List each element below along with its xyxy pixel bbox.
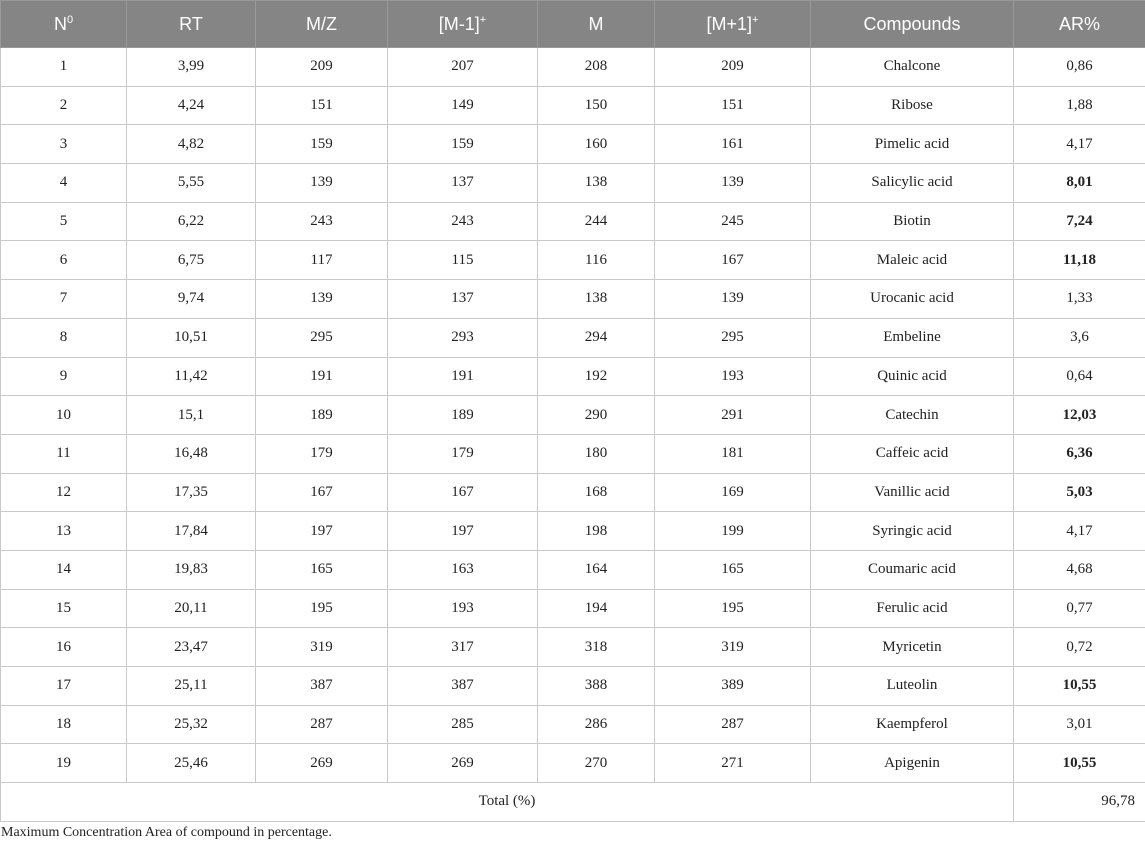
cell-m-minus-1: 137 — [388, 280, 538, 319]
cell-mz: 387 — [256, 667, 388, 706]
cell-ar: 0,86 — [1014, 48, 1145, 87]
cell-m-minus-1: 269 — [388, 744, 538, 783]
cell-no: 16 — [1, 628, 127, 667]
cell-ar: 0,72 — [1014, 628, 1145, 667]
cell-m-minus-1: 179 — [388, 434, 538, 473]
cell-compound: Coumaric acid — [811, 550, 1014, 589]
cell-mz: 139 — [256, 280, 388, 319]
cell-m-minus-1: 387 — [388, 667, 538, 706]
cell-mz: 165 — [256, 550, 388, 589]
cell-mz: 167 — [256, 473, 388, 512]
cell-no: 11 — [1, 434, 127, 473]
table-row — [1, 318, 1145, 357]
header-m-minus-1 — [388, 1, 538, 48]
cell-m: 150 — [538, 86, 655, 125]
cell-no: 12 — [1, 473, 127, 512]
cell-ar: 0,64 — [1014, 357, 1145, 396]
table-row — [1, 512, 1145, 551]
cell-mz: 243 — [256, 202, 388, 241]
cell-no: 1 — [1, 48, 127, 87]
cell-ar: 11,18 — [1014, 241, 1145, 280]
cell-rt: 20,11 — [127, 589, 256, 628]
cell-no: 3 — [1, 125, 127, 164]
cell-rt: 19,83 — [127, 550, 256, 589]
cell-m-plus-1: 271 — [655, 744, 811, 783]
header-mz — [256, 1, 388, 48]
cell-m-minus-1: 159 — [388, 125, 538, 164]
header-no — [1, 1, 127, 48]
cell-no: 9 — [1, 357, 127, 396]
cell-compound: Quinic acid — [811, 357, 1014, 396]
header-compounds — [811, 1, 1014, 48]
cell-no: 6 — [1, 241, 127, 280]
header-row — [1, 1, 1145, 48]
cell-mz: 195 — [256, 589, 388, 628]
cell-ar: 8,01 — [1014, 164, 1145, 203]
cell-ar: 10,55 — [1014, 667, 1145, 706]
header-m-plus-1 — [655, 1, 811, 48]
header-label: Compounds — [863, 13, 961, 34]
cell-m-minus-1: 115 — [388, 241, 538, 280]
cell-compound: Maleic acid — [811, 241, 1014, 280]
cell-m: 388 — [538, 667, 655, 706]
cell-m-plus-1: 295 — [655, 318, 811, 357]
cell-ar: 12,03 — [1014, 396, 1145, 435]
cell-rt: 5,55 — [127, 164, 256, 203]
cell-mz: 319 — [256, 628, 388, 667]
cell-no: 2 — [1, 86, 127, 125]
header-label: [M-1] — [438, 13, 480, 34]
cell-m: 208 — [538, 48, 655, 87]
cell-m-plus-1: 319 — [655, 628, 811, 667]
cell-ar: 1,88 — [1014, 86, 1145, 125]
table-row — [1, 280, 1145, 319]
table-row — [1, 48, 1145, 87]
cell-rt: 17,84 — [127, 512, 256, 551]
cell-rt: 6,75 — [127, 241, 256, 280]
table-row — [1, 125, 1145, 164]
cell-m-plus-1: 139 — [655, 164, 811, 203]
cell-rt: 9,74 — [127, 280, 256, 319]
cell-m-plus-1: 209 — [655, 48, 811, 87]
cell-no: 17 — [1, 667, 127, 706]
cell-ar: 4,17 — [1014, 512, 1145, 551]
cell-mz: 151 — [256, 86, 388, 125]
cell-m-minus-1: 285 — [388, 705, 538, 744]
cell-mz: 197 — [256, 512, 388, 551]
cell-rt: 25,11 — [127, 667, 256, 706]
total-row — [1, 783, 1145, 822]
cell-no: 19 — [1, 744, 127, 783]
table-row — [1, 396, 1145, 435]
cell-m-plus-1: 199 — [655, 512, 811, 551]
cell-m-plus-1: 167 — [655, 241, 811, 280]
cell-mz: 139 — [256, 164, 388, 203]
cell-ar: 7,24 — [1014, 202, 1145, 241]
cell-m: 168 — [538, 473, 655, 512]
cell-compound: Pimelic acid — [811, 125, 1014, 164]
cell-m-plus-1: 181 — [655, 434, 811, 473]
cell-rt: 6,22 — [127, 202, 256, 241]
cell-compound: Biotin — [811, 202, 1014, 241]
cell-no: 18 — [1, 705, 127, 744]
cell-mz: 269 — [256, 744, 388, 783]
header-rt — [127, 1, 256, 48]
cell-rt: 11,42 — [127, 357, 256, 396]
table-row — [1, 357, 1145, 396]
footnote: Maximum Concentration Area of compound in percentage. — [1, 825, 332, 840]
cell-compound: Kaempferol — [811, 705, 1014, 744]
cell-mz: 191 — [256, 357, 388, 396]
cell-mz: 295 — [256, 318, 388, 357]
header-label: [M+1] — [706, 13, 753, 34]
cell-compound: Chalcone — [811, 48, 1014, 87]
table-row — [1, 550, 1145, 589]
table-row — [1, 589, 1145, 628]
cell-compound: Ribose — [811, 86, 1014, 125]
cell-m-minus-1: 149 — [388, 86, 538, 125]
cell-m: 180 — [538, 434, 655, 473]
cell-m: 192 — [538, 357, 655, 396]
cell-compound: Syringic acid — [811, 512, 1014, 551]
table-row — [1, 434, 1145, 473]
cell-m: 294 — [538, 318, 655, 357]
header-superscript: + — [752, 13, 759, 26]
cell-m: 318 — [538, 628, 655, 667]
cell-rt: 15,1 — [127, 396, 256, 435]
table-row — [1, 164, 1145, 203]
cell-m-minus-1: 197 — [388, 512, 538, 551]
cell-m-minus-1: 293 — [388, 318, 538, 357]
cell-compound: Caffeic acid — [811, 434, 1014, 473]
cell-m: 194 — [538, 589, 655, 628]
cell-no: 4 — [1, 164, 127, 203]
cell-m-plus-1: 291 — [655, 396, 811, 435]
table-row — [1, 705, 1145, 744]
cell-mz: 179 — [256, 434, 388, 473]
cell-ar: 3,01 — [1014, 705, 1145, 744]
cell-m-plus-1: 161 — [655, 125, 811, 164]
cell-no: 8 — [1, 318, 127, 357]
cell-m-plus-1: 195 — [655, 589, 811, 628]
cell-compound: Apigenin — [811, 744, 1014, 783]
header-label: AR% — [1058, 13, 1100, 34]
header-label: M — [588, 13, 604, 34]
table-row — [1, 667, 1145, 706]
total-value: 96,78 — [1014, 783, 1145, 822]
cell-m: 244 — [538, 202, 655, 241]
cell-m-minus-1: 317 — [388, 628, 538, 667]
cell-ar: 5,03 — [1014, 473, 1145, 512]
cell-compound: Vanillic acid — [811, 473, 1014, 512]
header-m — [538, 1, 655, 48]
cell-m-plus-1: 139 — [655, 280, 811, 319]
cell-rt: 25,32 — [127, 705, 256, 744]
table-row — [1, 744, 1145, 783]
cell-m-minus-1: 189 — [388, 396, 538, 435]
cell-rt: 4,24 — [127, 86, 256, 125]
table-header — [1, 1, 1145, 48]
cell-compound: Ferulic acid — [811, 589, 1014, 628]
cell-rt: 3,99 — [127, 48, 256, 87]
cell-m-minus-1: 191 — [388, 357, 538, 396]
cell-ar: 6,36 — [1014, 434, 1145, 473]
cell-m-plus-1: 165 — [655, 550, 811, 589]
cell-compound: Salicylic acid — [811, 164, 1014, 203]
cell-m: 286 — [538, 705, 655, 744]
cell-mz: 287 — [256, 705, 388, 744]
cell-mz: 189 — [256, 396, 388, 435]
cell-m: 160 — [538, 125, 655, 164]
cell-rt: 17,35 — [127, 473, 256, 512]
cell-mz: 159 — [256, 125, 388, 164]
cell-no: 13 — [1, 512, 127, 551]
header-label: N — [53, 13, 67, 34]
header-label: M/Z — [306, 13, 337, 34]
cell-m-plus-1: 287 — [655, 705, 811, 744]
cell-ar: 4,17 — [1014, 125, 1145, 164]
header-superscript: 0 — [66, 13, 74, 26]
cell-compound: Luteolin — [811, 667, 1014, 706]
header-superscript: + — [479, 13, 487, 26]
cell-m: 164 — [538, 550, 655, 589]
cell-m: 138 — [538, 280, 655, 319]
cell-ar: 3,6 — [1014, 318, 1145, 357]
cell-m-plus-1: 169 — [655, 473, 811, 512]
cell-m-plus-1: 151 — [655, 86, 811, 125]
cell-rt: 16,48 — [127, 434, 256, 473]
cell-compound: Catechin — [811, 396, 1014, 435]
cell-m-plus-1: 389 — [655, 667, 811, 706]
cell-ar: 0,77 — [1014, 589, 1145, 628]
cell-m-plus-1: 193 — [655, 357, 811, 396]
table-row — [1, 241, 1145, 280]
cell-m: 198 — [538, 512, 655, 551]
cell-m: 290 — [538, 396, 655, 435]
cell-m-plus-1: 245 — [655, 202, 811, 241]
cell-m-minus-1: 243 — [388, 202, 538, 241]
total-label: Total (%) — [1, 783, 1014, 822]
cell-mz: 209 — [256, 48, 388, 87]
cell-rt: 25,46 — [127, 744, 256, 783]
header-ar — [1014, 1, 1145, 48]
cell-ar: 4,68 — [1014, 550, 1145, 589]
table-row — [1, 202, 1145, 241]
cell-m-minus-1: 167 — [388, 473, 538, 512]
cell-m-minus-1: 207 — [388, 48, 538, 87]
cell-compound: Myricetin — [811, 628, 1014, 667]
cell-rt: 23,47 — [127, 628, 256, 667]
cell-no: 15 — [1, 589, 127, 628]
cell-ar: 1,33 — [1014, 280, 1145, 319]
cell-rt: 4,82 — [127, 125, 256, 164]
cell-rt: 10,51 — [127, 318, 256, 357]
cell-no: 10 — [1, 396, 127, 435]
cell-no: 7 — [1, 280, 127, 319]
cell-compound: Embeline — [811, 318, 1014, 357]
table-row — [1, 628, 1145, 667]
cell-m-minus-1: 163 — [388, 550, 538, 589]
cell-m-minus-1: 137 — [388, 164, 538, 203]
cell-no: 5 — [1, 202, 127, 241]
cell-m: 138 — [538, 164, 655, 203]
cell-ar: 10,55 — [1014, 744, 1145, 783]
cell-no: 14 — [1, 550, 127, 589]
table-row — [1, 473, 1145, 512]
cell-m: 270 — [538, 744, 655, 783]
cell-compound: Urocanic acid — [811, 280, 1014, 319]
header-label: RT — [179, 13, 203, 34]
table-row — [1, 86, 1145, 125]
cell-m-minus-1: 193 — [388, 589, 538, 628]
cell-m: 116 — [538, 241, 655, 280]
cell-mz: 117 — [256, 241, 388, 280]
table-body — [1, 48, 1145, 822]
